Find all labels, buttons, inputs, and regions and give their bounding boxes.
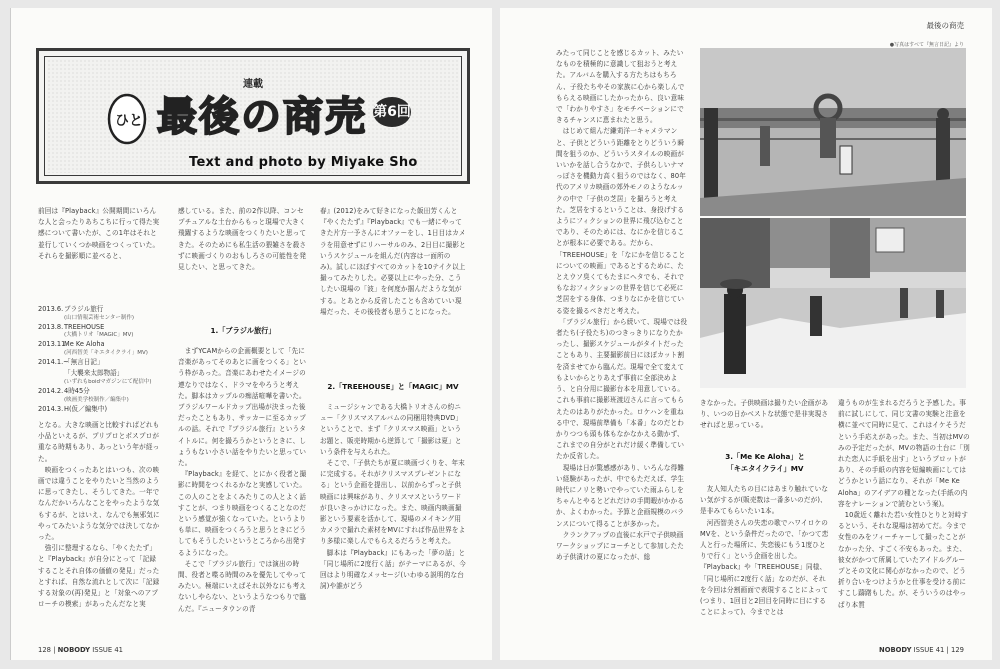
article-title: 最後の商売 [157,94,367,140]
col2-body2: まずYCAMからの企画概要として「先に音楽があってそのあとに画をつくる」という枠があった。音楽にあわせたイメージの連なりではなく、ドラマをやろうと考えた。脚本はカップルの痴話喧嘩を書いた。ブラジルワールドカップ出場が決まった後だったこともあり、サッカーに至るカップルの話。それで『ブラジル旅行』というタイトルに。何を撮ろうかというときに、しょうもない小さい話をやりたいと思っていた。 『Playback』を経て、とにかく役者と撮影に時間をつくれるかなと実感していた。この人のことをよくみたりこの人とよく話すことが、つまり映画をつくることなのだという感覚が強くなっていた。というよりも単に、映画をつくろうと思うときにどうしてもそうしたいというところから出発するようになった。 そこで「ブラジル旅行」では演出の時間、役者と喋る時間のみを優先してやってみたい。極端にいえばそれ以外なにも考えないしやらない、というようなつもりで臨んだ。『ニュータウンの青 [178,347,307,613]
photo-observation-deck [700,48,966,216]
right-page [500,8,992,660]
section-heading-2: 2.「TREEHOUSE」と「MAGIC」MV [327,382,459,391]
right-col3-body: 違うものが生まれるだろうと予感した。事前に試しにして、同じ文書の実験と注意を横に並べて同時に見て、これはイケそうだという手応えがあった。また、当初はMVのみの予定だったが、MVの物語の土台に「別れた恋人に手紙を出す」というプロットがあり、その手紙の内容を短編映画にしてはどうかという話になり、それが「Me Ke Aloha」のアイデアの種となった(手紙の内容をナレーションで読むという案)。 10歳近く離れた若い女性ひとりと対峙するという、それな現場は初めてだ。今まで女性のみをフィーチャーして撮ったことがなかった分、すごく不安もあった。また、彼女がかつて所属していたアイドルグループとその文化に関心がなかったので、どう折り合いをつけようかと仕事を受ける前にすこし躊躇もした。が、そういうのはやっぱり本質 [838,399,970,609]
byline: Text and photo by Miyake Sho [189,155,418,170]
photo-credit: ●写真はすべて『無言日記』より [889,42,964,48]
work-item [38,339,162,357]
right-col2-body2: 友人知人たちの目にはあまり触れていない気がするが(販売数は一番多いのだが)、是非みてもらいたい1本。 河西智美さんの失恋の歌でハワイロケのMVを、という条件だったので、「かつて恋人と行った場所に、失恋後にもう1度ひとりで行く」という企画を出した。『Playback』や「TREEHOUSE」同様、「同じ場所に2度行く話」なのだが、それを今回は分割画面で表現することによって(つまり、1回目と2回目を同時に目にすることによって)、今までとは [700,485,829,617]
work-note: (大橋トリオ「MAGIC」MV) [64,332,134,339]
work-title: 「無言日記」 [64,357,104,366]
running-head: 最後の商売 [926,21,964,30]
left-page [10,8,492,660]
col3-body: 春』(2012)をみて好きになった飯田芳くんと『やくたたず』『Playback』でも一緒にやってきた片方一予さんにオファーをし、1日目はカメラを用意せずにリハーサルのみ、2日目に撮影というスケジュールを組んだ(内容は一面所のみ)。試しにほぼすべてのカットを10テイク以上撮ってみたりした。必要以上にやった分、こうしたい現場の「波」を何度か掴んだような気がする。とあとから反省したことも含めていい現場だった、その後役者も思うことになった。 [320,207,466,316]
work-item [38,368,162,386]
work-item [38,386,162,404]
work-item [38,357,162,369]
work-date: 2013.11. [38,340,68,349]
issue-right: ISSUE 41 [913,646,945,654]
work-date: 2013.8. [38,322,64,331]
magazine-name-right: NOBODY [879,646,912,654]
work-title: 4時45分 [64,386,90,395]
work-note: (映画美学校制作／編集中) [64,396,129,403]
folio-left: 128 | NOBODY ISSUE 41 [38,646,123,654]
col2-body: 感している。また、前の2作以降、コンセプチュアルな土台からもっと現場で大きく飛躍するような映画をつくりたいと思ってきた。そのためにも私生活の猥雑さを殺さずに映画づくりのおもしろさの可能性を発見したい、と思ってきた。 [178,207,307,272]
issue-left: ISSUE 41 [92,646,123,654]
folio-right: NOBODY ISSUE 41 | 129 [879,646,964,654]
section-heading-3-line2: 「キエタイクライ」MV [726,464,804,473]
volume-badge: 第6回 [373,97,411,127]
page-number-right: 129 [951,646,964,654]
col1-intro: 前回は『Playback』公開期間にいろんな人と会ったりあちこちに行って得た実感について書いたが、この1年はそれと並行していくつか映画をつくっていた。それらを撮影順に並べると、 [38,207,160,260]
section-heading-1: 1.「ブラジル旅行」 [210,326,276,335]
work-title: 「大襲来太郎物語」 [64,369,124,378]
work-date: 2014.2. [38,386,64,395]
right-col2-body: きなかった。子供映画は撮りたい企画があり、いつの日かベストな状態で是非実現させればと思っている。 [700,399,829,430]
work-date: 2013.6. [38,305,64,313]
work-note: (山口情報芸術センター制作) [64,314,135,321]
work-item [38,322,162,340]
work-title: ブラジル旅行 [64,305,104,313]
page-number-left: 128 [38,646,51,654]
col1-body: となる。大きな映画と比較すればどれも小品といえるが、プリプロとポスプロが重なる時期もあり、あっという年が経った。 映画をつくったあとはいつも、次の映画では違うことをやりたいと当然のように思ってきたし、そうしてきた。一年でなんだかいろんなことをやったような気もするが、とはいえ、なんでも無邪気にやってみたいような気分では決してなかった。 強引に整理するなら、「やくたたず」と『Playback』が自分にとって「記録することそれ自体の価値の発見」だったとすれば、自然な流れとして次に「記録する対象の(再)発見」と「対象へのアプローチの模索」があったんだなと実 [38,421,160,609]
work-item [38,404,162,416]
work-note: (河西智美「キエタイクライ」MV) [64,349,148,356]
face-logo-icon [105,91,149,147]
right-col1-body: みたって同じことを感じるカット、みたいなものを積極的に意識して狙おうと考えた。アルバムを購入する方たちはもちろん、子役たちやその家族に心から楽しんでもらえる映画にしたかったから、良い意味で「わかりやすさ」をモチベーションにできるチャンスに恵まれたと思う。 はじめて組んだ鎌苅洋一キャメラマンと、子供とどういう距離をとりどういう瞬間を狙うのか、どういうスタイルの映画がいいかを話し合うなかで、子供らしいナマっぽさを機動力高く狙うのではなく、80年代のアメリカ映画の郊外モノのようなルックの中で「子供の芝居」を撮ろうと考えた。芝居をするということは、身投げするようにフィクションの世界に飛び込むことであり、そのためには、なにかを信じることが根本に必要である。だから、「TREEHOUSE」を「なにかを信じることについての映画」であるとするために、たとえウソ臭くてもたまにヘタでも、それでもなおフィクションの世界を信じて必死に芝居をする身体、つまりなにかを信じている姿を撮るべきだと考えた。 「ブラジル旅行」から続いて、現場では役者たち(子役たち)のつきっきりになりたかったし、撮影スケジュールがタイトだったこともあり、主要撮影前日にほぼカット割を済ませてから臨んだ。現場で全て変えてもよいからとりあえず事前に全部決めよう、と自分用に撮影台本を用意している。これも事前に撮影班渡辺さんに言ってもらえたのはありがたかった。ロケハンを重ねる中で、現場前準備も「本番」なのだとわかりつつも頭も体もなかなかえる動かず、これまでの自分がとれだけ緩く準備していたか反省した。 現場は日が驚感感があり、いろんな得難い経験があったが、中でもただえば、学生時代にノリと勢いでやっていた雨ふらしをちゃんとやるとどれだけの手間暇がかかるか、よくわかった。予算と企画規模のバランスについて得ることが多かった。 クランクアップの直後に水戸で子供映画ワークショップにコーチとして参加したため子供漬けの夏になったが、総 [556,49,688,562]
work-note: (いずれもboidマガジンにて配信中) [64,378,152,385]
face-logo-label: ひと [115,113,143,129]
work-date: 2014.1.~ [38,357,69,366]
title-banner [36,48,470,184]
magazine-name-left: NOBODY [57,646,91,654]
photo-snowy-street [700,218,966,388]
works-list [38,304,162,415]
work-item [38,304,162,322]
series-label: 連載 [243,79,263,90]
work-title: TREEHOUSE [64,322,105,331]
col3-body2: ミュージシャンである大橋トリオさんの約ニュー「クリスマスアルバムの同梱用特典DVD」ということで、まず「クリスマス映画」というお題と、販売時期から逆算して「撮影は夏」という条件を与えられた。 そこで、「子供たちが夏に映画づくりを、年末に完成する。それがクリスマスプレゼントになる」という企画を提出し、以前からずっと子供映画には興味があり、クリスマスというワードが良いきっかけになった。また、映画内映画撮影という要素を活かして、現場のメイキング用カメラで撮れた素材をMVにすれば作品世界をより多様に楽しんでもらえるだろうと考えた。 脚本は『Playback』にもあった「夢の話」と「同じ場所に2度行く話」がテーマにあるが、今回はより明確なメッセージ(いわゆる説明的な台詞)や誰がどう [320,403,466,591]
work-title: Me Ke Aloha [64,340,105,349]
work-date: 2014.3. [38,404,64,413]
work-title: H(仮／編集中) [64,404,108,413]
section-heading-3-line1: 3.「Me Ke Aloha」と [725,452,805,461]
